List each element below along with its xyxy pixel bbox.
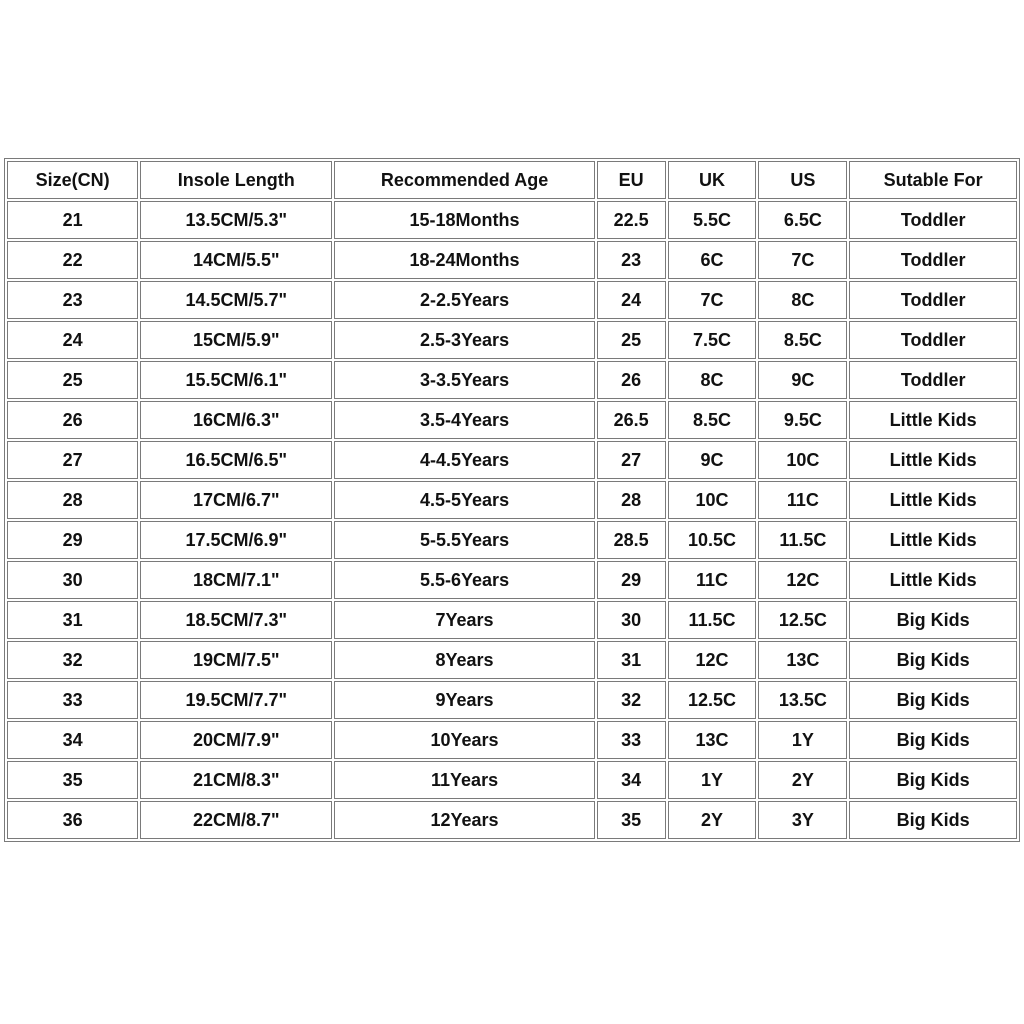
cell-insole-length: 17CM/6.7"	[140, 481, 332, 519]
cell-eu: 23	[597, 241, 666, 279]
cell-suitable-for: Big Kids	[849, 761, 1017, 799]
cell-us: 12.5C	[758, 601, 847, 639]
cell-suitable-for: Little Kids	[849, 561, 1017, 599]
cell-eu: 28.5	[597, 521, 666, 559]
cell-size-cn: 26	[7, 401, 138, 439]
cell-insole-length: 16CM/6.3"	[140, 401, 332, 439]
cell-recommended-age: 2.5-3Years	[334, 321, 595, 359]
cell-us: 9C	[758, 361, 847, 399]
cell-uk: 1Y	[668, 761, 757, 799]
cell-us: 1Y	[758, 721, 847, 759]
table-row	[7, 721, 1017, 759]
cell-us: 13.5C	[758, 681, 847, 719]
header-size-cn: Size(CN)	[7, 161, 138, 199]
cell-us: 2Y	[758, 761, 847, 799]
cell-recommended-age: 5-5.5Years	[334, 521, 595, 559]
cell-us: 7C	[758, 241, 847, 279]
cell-eu: 33	[597, 721, 666, 759]
cell-uk: 12.5C	[668, 681, 757, 719]
cell-recommended-age: 18-24Months	[334, 241, 595, 279]
cell-suitable-for: Big Kids	[849, 641, 1017, 679]
cell-size-cn: 31	[7, 601, 138, 639]
cell-size-cn: 36	[7, 801, 138, 839]
cell-us: 11C	[758, 481, 847, 519]
cell-us: 3Y	[758, 801, 847, 839]
cell-size-cn: 32	[7, 641, 138, 679]
cell-insole-length: 15.5CM/6.1"	[140, 361, 332, 399]
cell-suitable-for: Little Kids	[849, 441, 1017, 479]
cell-size-cn: 34	[7, 721, 138, 759]
cell-eu: 26	[597, 361, 666, 399]
cell-suitable-for: Big Kids	[849, 801, 1017, 839]
cell-eu: 27	[597, 441, 666, 479]
cell-us: 10C	[758, 441, 847, 479]
cell-suitable-for: Toddler	[849, 321, 1017, 359]
cell-insole-length: 21CM/8.3"	[140, 761, 332, 799]
header-suitable-for: Sutable For	[849, 161, 1017, 199]
cell-insole-length: 14CM/5.5"	[140, 241, 332, 279]
cell-size-cn: 28	[7, 481, 138, 519]
cell-uk: 12C	[668, 641, 757, 679]
cell-size-cn: 22	[7, 241, 138, 279]
cell-eu: 26.5	[597, 401, 666, 439]
header-us: US	[758, 161, 847, 199]
cell-recommended-age: 11Years	[334, 761, 595, 799]
cell-suitable-for: Little Kids	[849, 481, 1017, 519]
cell-recommended-age: 10Years	[334, 721, 595, 759]
cell-eu: 35	[597, 801, 666, 839]
table-row	[7, 561, 1017, 599]
cell-recommended-age: 9Years	[334, 681, 595, 719]
cell-recommended-age: 2-2.5Years	[334, 281, 595, 319]
cell-recommended-age: 3.5-4Years	[334, 401, 595, 439]
cell-eu: 32	[597, 681, 666, 719]
table-row	[7, 361, 1017, 399]
cell-recommended-age: 5.5-6Years	[334, 561, 595, 599]
table-row	[7, 601, 1017, 639]
cell-suitable-for: Toddler	[849, 201, 1017, 239]
cell-suitable-for: Big Kids	[849, 681, 1017, 719]
cell-suitable-for: Big Kids	[849, 721, 1017, 759]
table-row	[7, 321, 1017, 359]
header-eu: EU	[597, 161, 666, 199]
cell-insole-length: 20CM/7.9"	[140, 721, 332, 759]
cell-size-cn: 23	[7, 281, 138, 319]
cell-size-cn: 29	[7, 521, 138, 559]
cell-suitable-for: Toddler	[849, 281, 1017, 319]
table-row	[7, 681, 1017, 719]
header-uk: UK	[668, 161, 757, 199]
cell-uk: 8.5C	[668, 401, 757, 439]
cell-insole-length: 15CM/5.9"	[140, 321, 332, 359]
cell-suitable-for: Little Kids	[849, 521, 1017, 559]
cell-recommended-age: 8Years	[334, 641, 595, 679]
cell-us: 9.5C	[758, 401, 847, 439]
cell-uk: 13C	[668, 721, 757, 759]
header-insole-length: Insole Length	[140, 161, 332, 199]
cell-uk: 9C	[668, 441, 757, 479]
cell-uk: 5.5C	[668, 201, 757, 239]
cell-us: 11.5C	[758, 521, 847, 559]
cell-us: 13C	[758, 641, 847, 679]
cell-insole-length: 17.5CM/6.9"	[140, 521, 332, 559]
table-row	[7, 281, 1017, 319]
cell-us: 8.5C	[758, 321, 847, 359]
cell-us: 8C	[758, 281, 847, 319]
cell-uk: 7C	[668, 281, 757, 319]
cell-eu: 24	[597, 281, 666, 319]
cell-recommended-age: 15-18Months	[334, 201, 595, 239]
cell-recommended-age: 4-4.5Years	[334, 441, 595, 479]
cell-uk: 10C	[668, 481, 757, 519]
cell-recommended-age: 12Years	[334, 801, 595, 839]
cell-recommended-age: 3-3.5Years	[334, 361, 595, 399]
cell-insole-length: 22CM/8.7"	[140, 801, 332, 839]
cell-eu: 28	[597, 481, 666, 519]
cell-suitable-for: Big Kids	[849, 601, 1017, 639]
cell-suitable-for: Toddler	[849, 361, 1017, 399]
cell-suitable-for: Toddler	[849, 241, 1017, 279]
table-row	[7, 521, 1017, 559]
cell-uk: 6C	[668, 241, 757, 279]
size-chart-table	[4, 158, 1020, 842]
cell-eu: 31	[597, 641, 666, 679]
cell-size-cn: 24	[7, 321, 138, 359]
table-row	[7, 481, 1017, 519]
table-row	[7, 401, 1017, 439]
table-row	[7, 801, 1017, 839]
header-row	[7, 161, 1017, 199]
cell-eu: 29	[597, 561, 666, 599]
cell-eu: 30	[597, 601, 666, 639]
header-recommended-age: Recommended Age	[334, 161, 595, 199]
cell-size-cn: 30	[7, 561, 138, 599]
table-row	[7, 201, 1017, 239]
cell-uk: 2Y	[668, 801, 757, 839]
cell-eu: 25	[597, 321, 666, 359]
cell-size-cn: 27	[7, 441, 138, 479]
cell-insole-length: 14.5CM/5.7"	[140, 281, 332, 319]
cell-insole-length: 16.5CM/6.5"	[140, 441, 332, 479]
table-row	[7, 761, 1017, 799]
cell-size-cn: 25	[7, 361, 138, 399]
cell-insole-length: 19.5CM/7.7"	[140, 681, 332, 719]
cell-size-cn: 35	[7, 761, 138, 799]
cell-us: 6.5C	[758, 201, 847, 239]
table-row	[7, 241, 1017, 279]
cell-us: 12C	[758, 561, 847, 599]
cell-uk: 11.5C	[668, 601, 757, 639]
cell-size-cn: 33	[7, 681, 138, 719]
cell-uk: 11C	[668, 561, 757, 599]
cell-eu: 22.5	[597, 201, 666, 239]
cell-uk: 10.5C	[668, 521, 757, 559]
table-row	[7, 441, 1017, 479]
cell-uk: 7.5C	[668, 321, 757, 359]
cell-size-cn: 21	[7, 201, 138, 239]
cell-suitable-for: Little Kids	[849, 401, 1017, 439]
cell-recommended-age: 7Years	[334, 601, 595, 639]
cell-uk: 8C	[668, 361, 757, 399]
cell-insole-length: 18.5CM/7.3"	[140, 601, 332, 639]
cell-insole-length: 13.5CM/5.3"	[140, 201, 332, 239]
table-row	[7, 641, 1017, 679]
cell-eu: 34	[597, 761, 666, 799]
cell-insole-length: 18CM/7.1"	[140, 561, 332, 599]
cell-recommended-age: 4.5-5Years	[334, 481, 595, 519]
cell-insole-length: 19CM/7.5"	[140, 641, 332, 679]
